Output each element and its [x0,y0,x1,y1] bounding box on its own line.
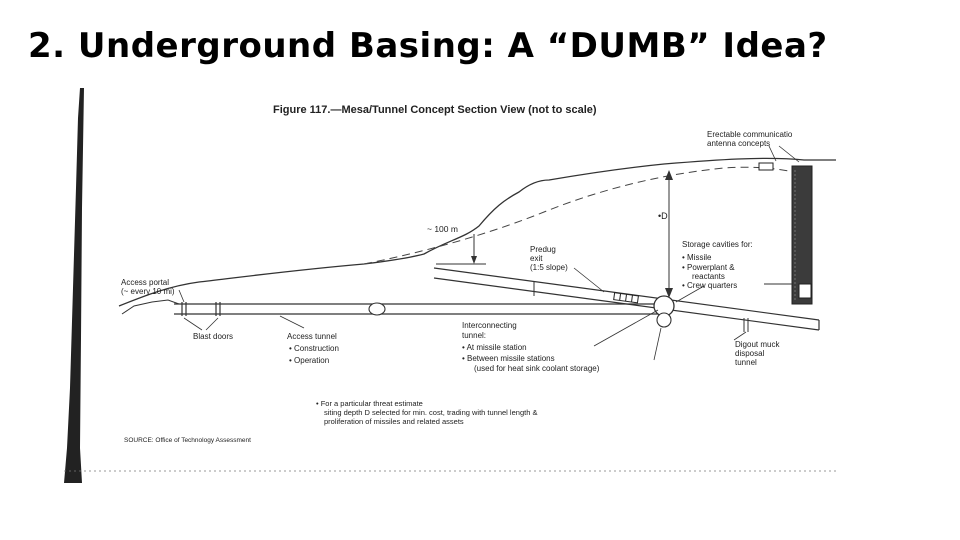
figure-drawing [64,88,836,496]
access-tunnel-label: Access tunnel [287,332,337,341]
storage-item-missile: • Missile [682,253,712,262]
inter-item-between: • Between missile stations [462,354,555,363]
blast-doors-label: Blast doors [193,332,234,341]
source-note: SOURCE: Office of Technology Assessment [124,437,251,444]
footnote-line-3: proliferation of missiles and related assets [324,417,464,426]
footnote-line-2: siting depth D selected for min. cost, trading with tunnel length & [324,408,538,417]
access-item-operation: • Operation [289,356,330,365]
antenna-hut [759,163,773,170]
figure-caption: Figure 117.—Mesa/Tunnel Concept Section View (not to scale) [273,104,597,116]
storage-item-crew: • Crew quarters [682,281,738,290]
storage-item-powerplant: • Powerplant & [682,263,735,272]
antenna-base [799,284,811,298]
antenna-label-2: antenna concepts [707,139,771,148]
storage-item-reactants: reactants [692,272,725,281]
inter-item-note: (used for heat sink coolant storage) [474,364,600,373]
inter-item-station: • At missile station [462,343,527,352]
portal-label-1: Access portal [121,278,170,287]
width-label: ~ 100 m [427,224,458,234]
storage-cavity [657,313,671,327]
scanned-figure [64,88,836,496]
portal-label-2: (~ every 10 mi) [121,287,175,296]
footnote-line-1: • For a particular threat estimate [316,399,423,408]
storage-title: Storage cavities for: [682,240,753,249]
predug-label-2: exit [530,254,543,263]
access-item-construction: • Construction [289,344,339,353]
inter-label-2: tunnel: [462,331,487,340]
slide-title: 2. Underground Basing: A “DUMB” Idea? [28,26,828,66]
antenna-label-1: Erectable communicatio [707,130,793,139]
predug-label-1: Predug [530,245,556,254]
muck-label-1: Digout muck [735,340,780,349]
depth-label: •D [658,211,668,221]
inter-label-1: Interconnecting [462,321,517,330]
predug-label-3: (1:5 slope) [530,263,568,272]
muck-label-3: tunnel [735,358,757,367]
muck-label-2: disposal [735,349,765,358]
tunnel-cross-section [369,303,385,315]
